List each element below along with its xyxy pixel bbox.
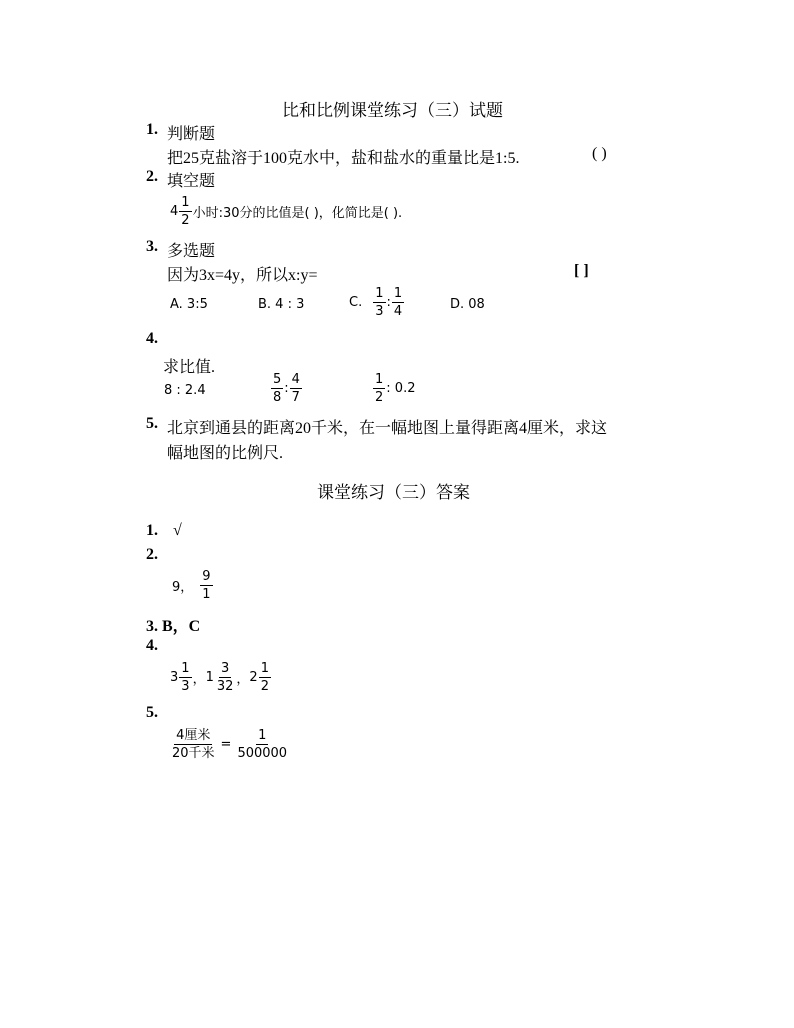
a4-v1-den: 3 [181, 679, 190, 694]
a2-frac-den: 1 [202, 587, 211, 602]
q2-whole: 4 [170, 204, 179, 219]
q3-option-d: D. 08 [450, 297, 485, 312]
q4-e3-frac-num: 1 [375, 372, 384, 387]
q2-statement [170, 194, 402, 229]
q3-answer-bracket: [ ] [574, 262, 589, 279]
q3-option-c-frac2 [392, 285, 404, 320]
a5-rhs-num: 1 [258, 728, 267, 743]
a4-number: 4. [146, 637, 158, 654]
q3-c-frac2-num: 1 [393, 286, 403, 301]
a3-answer: 3. B，C [146, 618, 201, 635]
a5-answer [169, 727, 290, 762]
q4-instruction: 求比值. [163, 359, 216, 376]
q4-e2-frac2 [290, 371, 302, 406]
q3-option-c [349, 285, 405, 320]
q4-e2-frac1-den: 8 [273, 390, 282, 405]
a4-v3-num: 1 [260, 661, 269, 676]
q4-e2-frac2-den: 7 [291, 390, 300, 405]
q4-expression-3 [372, 371, 415, 406]
a4-v2-den: 32 [216, 679, 234, 694]
a5-lhs-num: 4厘米 [176, 728, 211, 743]
a5-number: 5. [146, 704, 158, 721]
q5-line-1: 北京到通县的距离20千米，在一幅地图上量得距离4厘米，求这 [167, 420, 608, 437]
q3-option-c-label: C. [349, 295, 363, 310]
q3-number: 3. [146, 238, 158, 255]
q2-frac-den: 2 [181, 213, 190, 228]
a2-answer [172, 568, 214, 603]
q3-option-c-frac1 [373, 285, 385, 320]
q2-number: 2. [146, 168, 158, 185]
a4-v2-frac [215, 660, 236, 695]
q4-e2-frac1-num: 5 [273, 372, 282, 387]
a4-v1-whole: 3 [170, 670, 179, 685]
q4-expression-1: 8 : 2.4 [164, 383, 206, 398]
a5-equals: = [220, 737, 232, 752]
q1-heading: 判断题 [167, 126, 216, 143]
a2-fraction [200, 568, 212, 603]
a4-v2-num: 3 [220, 661, 230, 676]
answers-title: 课堂练习（三）答案 [317, 483, 470, 502]
a4-v1-num: 1 [181, 661, 190, 676]
a2-text: 9， [172, 580, 194, 595]
q4-expression-2 [270, 371, 303, 406]
q1-number: 1. [146, 121, 158, 138]
q4-number: 4. [146, 330, 158, 347]
q2-fraction [179, 194, 191, 229]
a5-lhs-den: 20千米 [172, 746, 215, 761]
a4-sep-2: ， [236, 672, 250, 687]
a2-number: 2. [146, 546, 158, 563]
q4-e3-frac-den: 2 [375, 390, 384, 405]
q1-answer-bracket: ( ) [592, 145, 607, 162]
q3-option-a: A. 3:5 [170, 297, 208, 312]
q3-c-frac1-num: 1 [375, 286, 384, 301]
q3-option-c-sep: : [386, 295, 391, 310]
a4-answer [170, 660, 272, 695]
a5-rhs-frac [235, 727, 289, 762]
q3-statement: 因为3x=4y，所以x:y= [167, 267, 318, 284]
a4-v3-whole: 2 [249, 670, 258, 685]
q2-frac-num: 1 [181, 195, 190, 210]
test-title: 比和比例课堂练习（三）试题 [282, 101, 503, 120]
q4-e3-rest: : 0.2 [386, 381, 416, 396]
q4-e2-frac1 [271, 371, 283, 406]
q4-e2-sep: : [284, 381, 289, 396]
q3-c-frac2-den: 4 [393, 304, 403, 319]
q1-statement: 把25克盐溶于100克水中，盐和盐水的重量比是1:5. [167, 150, 520, 167]
q2-rest: 小时:30分的比值是( )，化简比是( ). [192, 206, 403, 221]
a4-v2-whole: 1 [205, 670, 214, 685]
a4-v3-frac [259, 660, 271, 695]
q4-e2-frac2-num: 4 [291, 372, 300, 387]
a5-lhs-frac [170, 727, 217, 762]
a4-v3-den: 2 [260, 679, 269, 694]
a5-rhs-den: 500000 [237, 746, 288, 761]
a1-answer: √ [173, 522, 182, 539]
q4-e3-frac [373, 371, 385, 406]
a1-number: 1. [146, 522, 158, 539]
q5-number: 5. [146, 415, 158, 432]
q3-heading: 多选题 [167, 243, 216, 260]
q5-line-2: 幅地图的比例尺. [167, 445, 284, 462]
q2-heading: 填空题 [167, 173, 216, 190]
q3-option-b: B. 4 : 3 [258, 297, 305, 312]
a4-sep-1: ， [192, 672, 206, 687]
a2-frac-num: 9 [202, 569, 211, 584]
q3-c-frac1-den: 3 [375, 304, 384, 319]
a4-v1-frac [179, 660, 191, 695]
